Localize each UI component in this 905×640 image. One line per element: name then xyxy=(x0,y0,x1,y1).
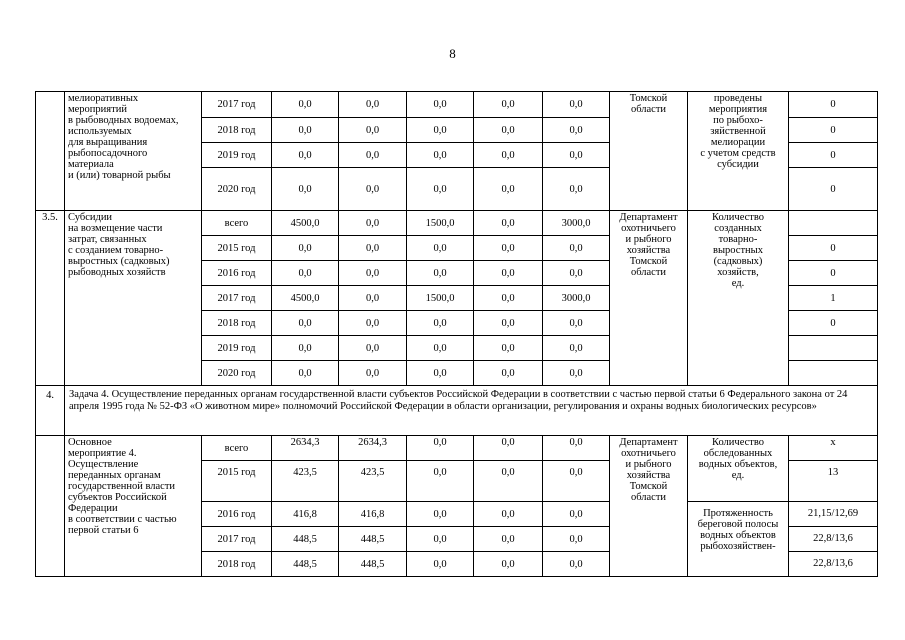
executor-cell: Томской области xyxy=(610,92,688,211)
value-cell: 4500,0 xyxy=(272,286,339,311)
value-cell: 0,0 xyxy=(407,143,474,168)
value-cell: 0,0 xyxy=(474,552,543,577)
value-cell: 0,0 xyxy=(543,336,610,361)
value-cell: 0,0 xyxy=(407,552,474,577)
value-cell: 0,0 xyxy=(474,261,543,286)
value-cell: 0,0 xyxy=(339,211,407,236)
value-cell: 2634,3 xyxy=(272,436,339,461)
target-cell: 13 xyxy=(789,461,878,502)
year-cell: 2020 год xyxy=(202,361,272,386)
indicator-cell: Протяженность береговой полосы водных объектов рыбохозяйствен- xyxy=(688,502,789,577)
value-cell: 0,0 xyxy=(407,336,474,361)
value-cell: 0,0 xyxy=(474,502,543,527)
target-cell: 0 xyxy=(789,92,878,118)
indicator-cell: Количество созданных товарно- выростных (садковых) хозяйств, ед. xyxy=(688,211,789,386)
value-cell: 0,0 xyxy=(474,361,543,386)
table-row xyxy=(36,211,878,236)
value-cell: 0,0 xyxy=(543,118,610,143)
value-cell: 448,5 xyxy=(339,552,407,577)
value-cell: 0,0 xyxy=(474,336,543,361)
year-cell: 2019 год xyxy=(202,336,272,361)
value-cell: 0,0 xyxy=(543,552,610,577)
value-cell: 3000,0 xyxy=(543,286,610,311)
year-cell: 2016 год xyxy=(202,261,272,286)
target-cell: 0 xyxy=(789,168,878,211)
year-cell: 2018 год xyxy=(202,118,272,143)
value-cell: 0,0 xyxy=(407,502,474,527)
value-cell: 0,0 xyxy=(474,211,543,236)
value-cell: 0,0 xyxy=(339,286,407,311)
year-cell: всего xyxy=(202,436,272,461)
value-cell: 448,5 xyxy=(272,552,339,577)
value-cell: 0,0 xyxy=(339,336,407,361)
value-cell: 448,5 xyxy=(339,527,407,552)
value-cell: 3000,0 xyxy=(543,211,610,236)
value-cell: 0,0 xyxy=(407,436,474,461)
value-cell: 0,0 xyxy=(407,236,474,261)
value-cell: 0,0 xyxy=(407,92,474,118)
value-cell: 0,0 xyxy=(474,143,543,168)
row-number xyxy=(36,436,65,577)
table-row xyxy=(36,386,878,436)
value-cell: 0,0 xyxy=(543,236,610,261)
year-cell: 2020 год xyxy=(202,168,272,211)
value-cell: 0,0 xyxy=(407,361,474,386)
target-cell: 0 xyxy=(789,118,878,143)
value-cell: 0,0 xyxy=(272,311,339,336)
year-cell: 2015 год xyxy=(202,461,272,502)
value-cell: 0,0 xyxy=(474,118,543,143)
target-cell xyxy=(789,336,878,361)
value-cell: 0,0 xyxy=(474,527,543,552)
value-cell: 0,0 xyxy=(339,311,407,336)
year-cell: 2018 год xyxy=(202,552,272,577)
target-cell xyxy=(789,211,878,236)
year-cell: 2019 год xyxy=(202,143,272,168)
value-cell: 0,0 xyxy=(543,502,610,527)
value-cell: 0,0 xyxy=(474,168,543,211)
value-cell: 0,0 xyxy=(543,436,610,461)
page-number: 8 xyxy=(449,46,456,61)
value-cell: 2634,3 xyxy=(339,436,407,461)
value-cell: 448,5 xyxy=(272,527,339,552)
target-cell: 22,8/13,6 xyxy=(789,552,878,577)
value-cell: 1500,0 xyxy=(407,286,474,311)
measure-name: Основное мероприятие 4. Осуществление переданных органам государственной власти субъектов Российской Федерации в соответствии с частью первой статьи 6 xyxy=(65,436,202,577)
value-cell: 0,0 xyxy=(339,92,407,118)
value-cell: 0,0 xyxy=(407,261,474,286)
value-cell: 0,0 xyxy=(474,436,543,461)
value-cell: 423,5 xyxy=(272,461,339,502)
indicator-cell: проведены мероприятия по рыбохо- зяйственной мелиорации с учетом средств субсидии xyxy=(688,92,789,211)
value-cell: 0,0 xyxy=(543,311,610,336)
target-cell: 21,15/12,69 xyxy=(789,502,878,527)
value-cell: 416,8 xyxy=(339,502,407,527)
year-cell: 2016 год xyxy=(202,502,272,527)
target-cell: 0 xyxy=(789,311,878,336)
target-cell: 0 xyxy=(789,261,878,286)
value-cell: 0,0 xyxy=(272,236,339,261)
year-cell: 2017 год xyxy=(202,286,272,311)
value-cell: 0,0 xyxy=(339,168,407,211)
value-cell: 0,0 xyxy=(272,261,339,286)
table-row xyxy=(36,92,878,118)
value-cell: 0,0 xyxy=(272,336,339,361)
measure-name: Субсидии на возмещение части затрат, связанных с созданием товарно- выростных (садковых) рыбоводных хозяйств xyxy=(65,211,202,386)
row-number: 4. xyxy=(36,386,65,436)
value-cell: 0,0 xyxy=(272,168,339,211)
value-cell: 0,0 xyxy=(543,92,610,118)
value-cell: 0,0 xyxy=(339,361,407,386)
value-cell: 0,0 xyxy=(272,361,339,386)
program-table xyxy=(35,91,878,577)
value-cell: 0,0 xyxy=(543,361,610,386)
row-number: 3.5. xyxy=(36,211,65,386)
value-cell: 0,0 xyxy=(543,261,610,286)
measure-name: мелиоративных мероприятий в рыбоводных водоемах, используемых для выращивания рыбопосадочного материала и (или) товарной рыбы xyxy=(65,92,202,211)
value-cell: 416,8 xyxy=(272,502,339,527)
value-cell: 0,0 xyxy=(543,168,610,211)
target-cell: 1 xyxy=(789,286,878,311)
value-cell: 0,0 xyxy=(407,311,474,336)
table-row xyxy=(36,436,878,461)
year-cell: 2015 год xyxy=(202,236,272,261)
target-cell: 0 xyxy=(789,236,878,261)
value-cell: 0,0 xyxy=(272,92,339,118)
value-cell: 4500,0 xyxy=(272,211,339,236)
indicator-cell: Количество обследованных водных объектов, ед. xyxy=(688,436,789,502)
year-cell: 2017 год xyxy=(202,527,272,552)
year-cell: всего xyxy=(202,211,272,236)
value-cell: 0,0 xyxy=(474,461,543,502)
year-cell: 2017 год xyxy=(202,92,272,118)
task-description: Задача 4. Осуществление переданных органам государственной власти субъектов Российской Федерации в соответствии с частью первой статьи 6 Федерального закона от 24 апреля 1995 года № 52-ФЗ «О животном мире» полномочий Российской Федерации в области организации, регулирования и охраны водных биологических ресурсов» xyxy=(65,386,878,436)
year-cell: 2018 год xyxy=(202,311,272,336)
value-cell: 0,0 xyxy=(339,261,407,286)
value-cell: 423,5 xyxy=(339,461,407,502)
value-cell: 1500,0 xyxy=(407,211,474,236)
value-cell: 0,0 xyxy=(474,92,543,118)
value-cell: 0,0 xyxy=(474,286,543,311)
value-cell: 0,0 xyxy=(339,143,407,168)
target-cell: 0 xyxy=(789,143,878,168)
value-cell: 0,0 xyxy=(543,527,610,552)
value-cell: 0,0 xyxy=(272,118,339,143)
executor-cell: Департамент охотничьего и рыбного хозяйства Томской области xyxy=(610,211,688,386)
value-cell: 0,0 xyxy=(407,168,474,211)
value-cell: 0,0 xyxy=(474,311,543,336)
value-cell: 0,0 xyxy=(407,527,474,552)
value-cell: 0,0 xyxy=(339,118,407,143)
target-cell: х xyxy=(789,436,878,461)
value-cell: 0,0 xyxy=(339,236,407,261)
target-cell: 22,8/13,6 xyxy=(789,527,878,552)
value-cell: 0,0 xyxy=(543,143,610,168)
value-cell: 0,0 xyxy=(474,236,543,261)
value-cell: 0,0 xyxy=(407,461,474,502)
value-cell: 0,0 xyxy=(407,118,474,143)
row-number xyxy=(36,92,65,211)
value-cell: 0,0 xyxy=(272,143,339,168)
executor-cell: Департамент охотничьего и рыбного хозяйства Томской области xyxy=(610,436,688,577)
value-cell: 0,0 xyxy=(543,461,610,502)
target-cell xyxy=(789,361,878,386)
